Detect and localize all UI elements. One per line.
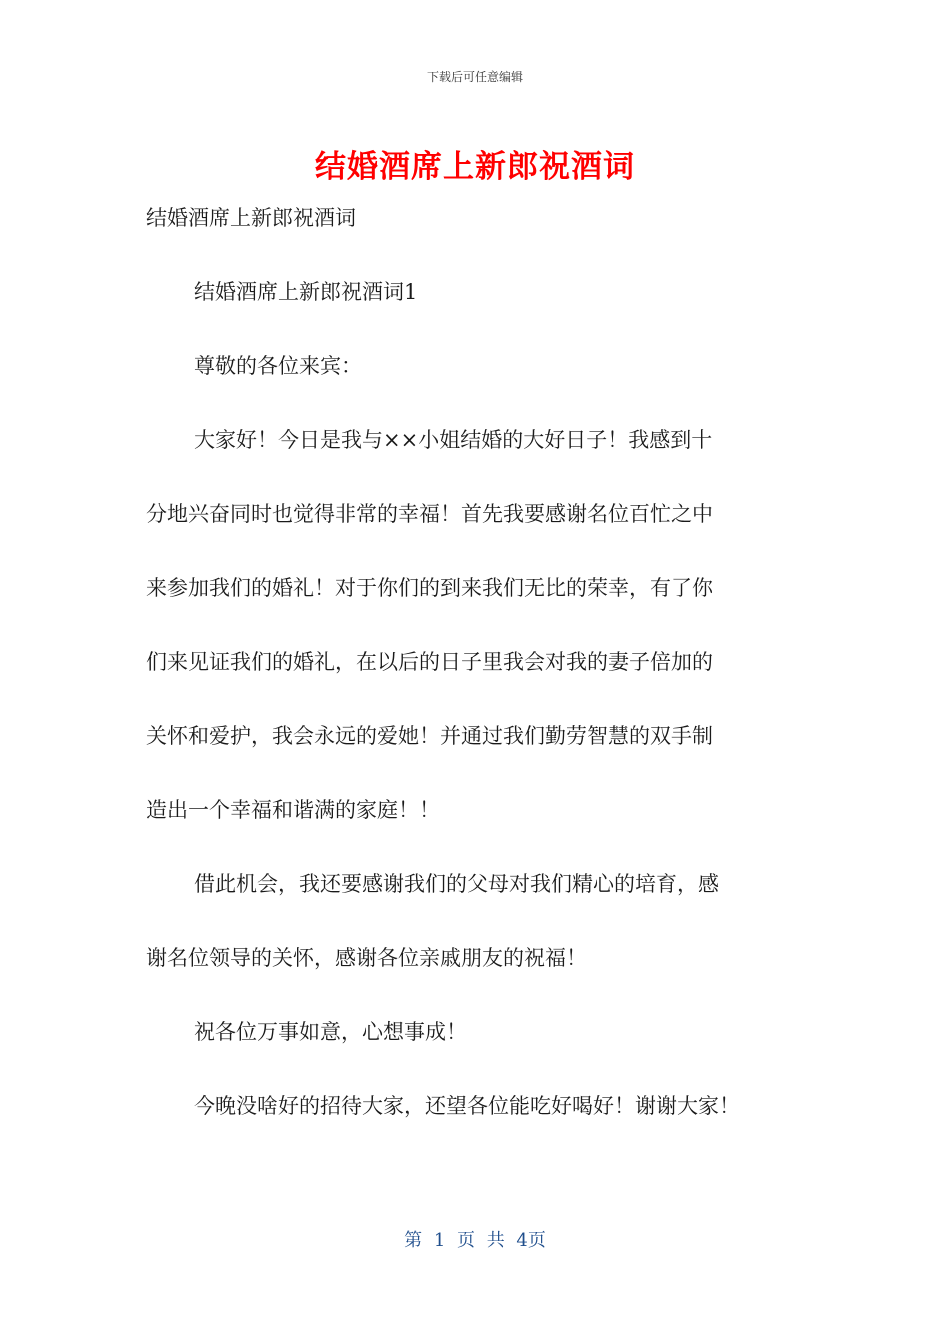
paragraph-line: 们来见证我们的婚礼，在以后的日子里我会对我的妻子倍加的 xyxy=(146,650,713,674)
paragraph-line: 分地兴奋同时也觉得非常的幸福！首先我要感谢名位百忙之中 xyxy=(146,502,713,526)
paragraph-line: 借此机会，我还要感谢我们的父母对我们精心的培育，感 xyxy=(194,872,719,896)
section-heading: 结婚酒席上新郎祝酒词1 xyxy=(194,280,418,304)
paragraph-line: 谢名位领导的关怀，感谢各位亲戚朋友的祝福！ xyxy=(146,946,587,970)
paragraph-line: 关怀和爱护，我会永远的爱她！并通过我们勤劳智慧的双手制 xyxy=(146,724,713,748)
document-title: 结婚酒席上新郎祝酒词 xyxy=(315,149,635,185)
document-subtitle: 结婚酒席上新郎祝酒词 xyxy=(146,206,356,230)
header-note: 下载后可任意编辑 xyxy=(426,70,523,84)
salutation: 尊敬的各位来宾： xyxy=(194,354,362,378)
paragraph-wishes: 祝各位万事如意，心想事成！ xyxy=(194,1020,467,1044)
paragraph-closing: 今晚没啥好的招待大家，还望各位能吃好喝好！谢谢大家！ xyxy=(194,1094,740,1118)
paragraph-line: 造出一个幸福和谐满的家庭！！ xyxy=(146,798,440,822)
paragraph-line: 大家好！今日是我与××小姐结婚的大好日子！我感到十 xyxy=(194,428,713,452)
paragraph-line: 来参加我们的婚礼！对于你们的到来我们无比的荣幸，有了你 xyxy=(146,576,713,600)
page-number: 第 1 页 共 4页 xyxy=(404,1230,546,1251)
document-body xyxy=(146,181,810,1143)
